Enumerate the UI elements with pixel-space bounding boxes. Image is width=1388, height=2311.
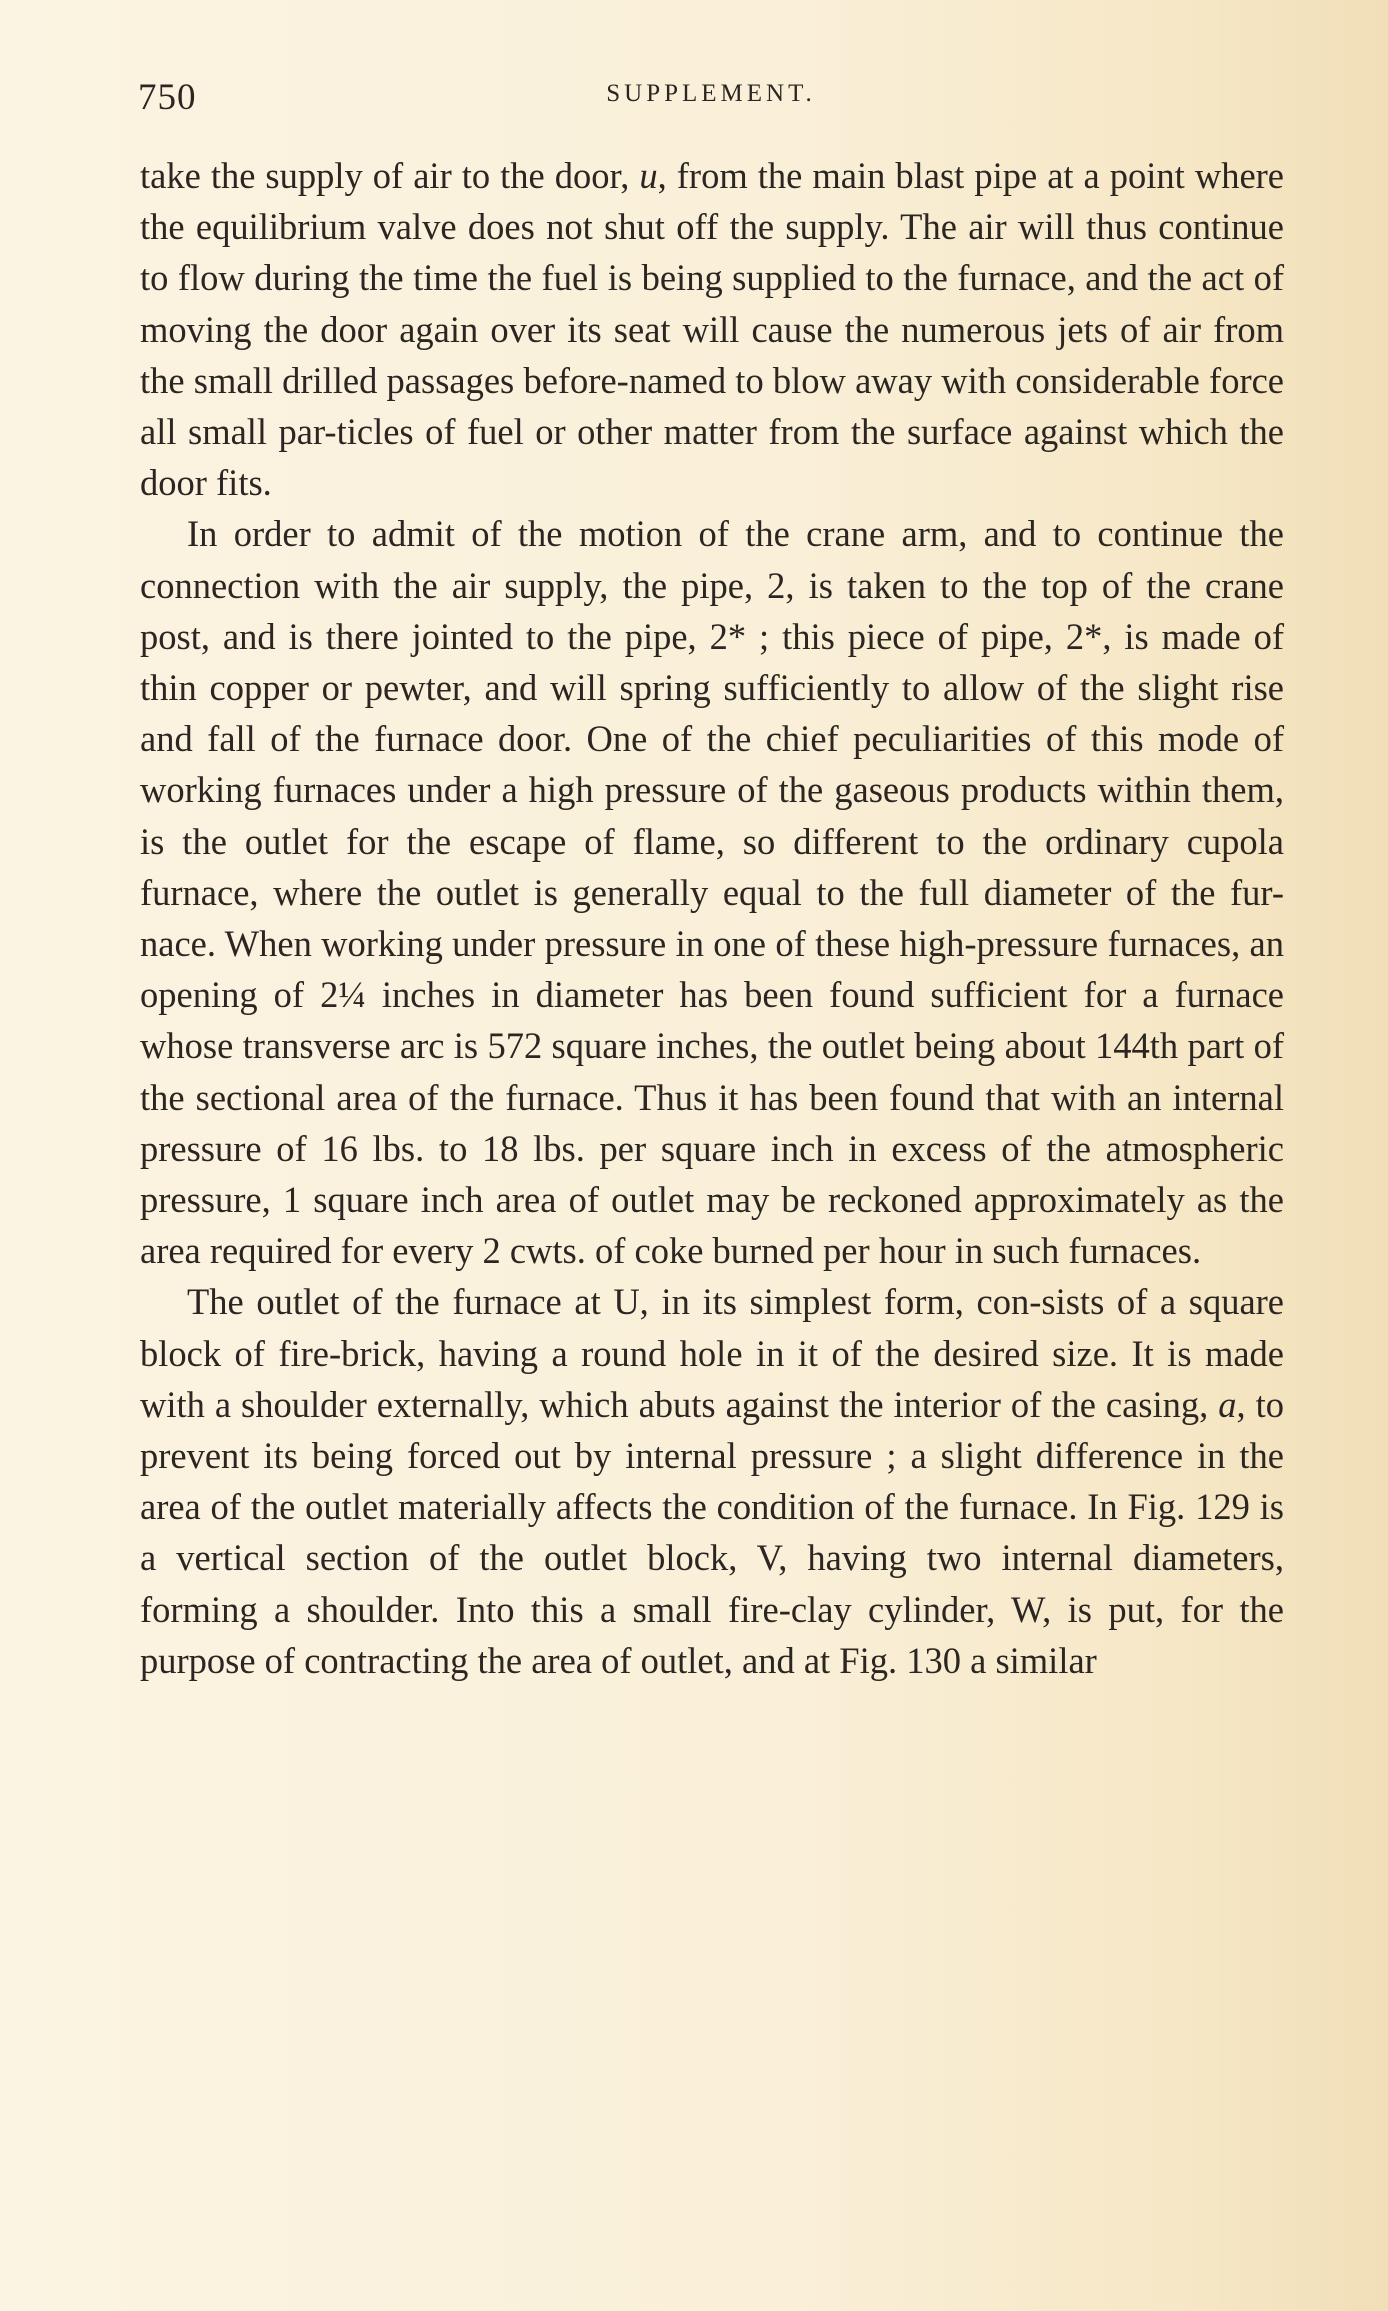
paragraph-1 [140,150,1284,508]
paragraph-2 [140,508,1284,1276]
text-run: take the supply of air to the door, [140,155,640,196]
text-run: , from the main blast pipe at a point where the equilibrium valve does not shut off the supply. The air will thus continue to flow during the time the fuel is being supplied to the furnace, and the act of moving the door again over its seat will cause the numerous jets of air from the small drilled passages before-named to blow away with considerable force all small par-ticles of fuel or other matter from the surface against which the door fits. [140,155,1284,504]
page-number: 750 [138,77,197,118]
paragraph-3 [140,1276,1284,1686]
text-run: The outlet of the furnace at U, in its simplest form, con-sists of a square block of fire-brick, having a round hole in it of the desired size. It is made with a shoulder externally, which abuts against the interior of the casing, [140,1281,1284,1425]
body-text [140,150,1284,1686]
running-head: SUPPLEMENT. [606,80,816,107]
italic-letter-u: u [639,155,658,196]
page-header [138,76,1284,120]
italic-letter-a: a [1218,1383,1237,1425]
text-run: In order to admit of the motion of the crane arm, and to continue the connection with the air supply, the pipe, 2, is taken to the top of the crane post, and is there jointed to the pipe, 2* ; this piece of pipe, 2*, is made of thin copper or pewter, and will spring sufficiently to allow of the slight rise and fall of the furnace door. One of the chief peculiarities of this mode of working furnaces under a high pressure of the gaseous products within them, is the outlet for the escape of flame, so different to the ordinary cupola furnace, where the outlet is generally equal to the full diameter of the fur-nace. When working under pressure in one of these high-pressure furnaces, an opening of 2¼ inches in diameter has been found sufficient for a furnace whose transverse arc is 572 square inches, the outlet being about 144th part of the sectional area of the furnace. Thus it has been found that with an internal pressure of 16 lbs. to 18 lbs. per square inch in excess of the atmospheric pressure, 1 square inch area of outlet may be reckoned approximately as the area required for every 2 cwts. of coke burned per hour in such furnaces. [140,513,1284,1272]
text-run: , to prevent its being forced out by internal pressure ; a slight difference in the area of the outlet materially affects the condition of the furnace. In Fig. 129 is a vertical section of the outlet block, V, having two internal diameters, forming a shoulder. Into this a small fire-clay cylinder, W, is put, for the purpose of contracting the area of outlet, and at Fig. 130 a similar [140,1383,1284,1681]
